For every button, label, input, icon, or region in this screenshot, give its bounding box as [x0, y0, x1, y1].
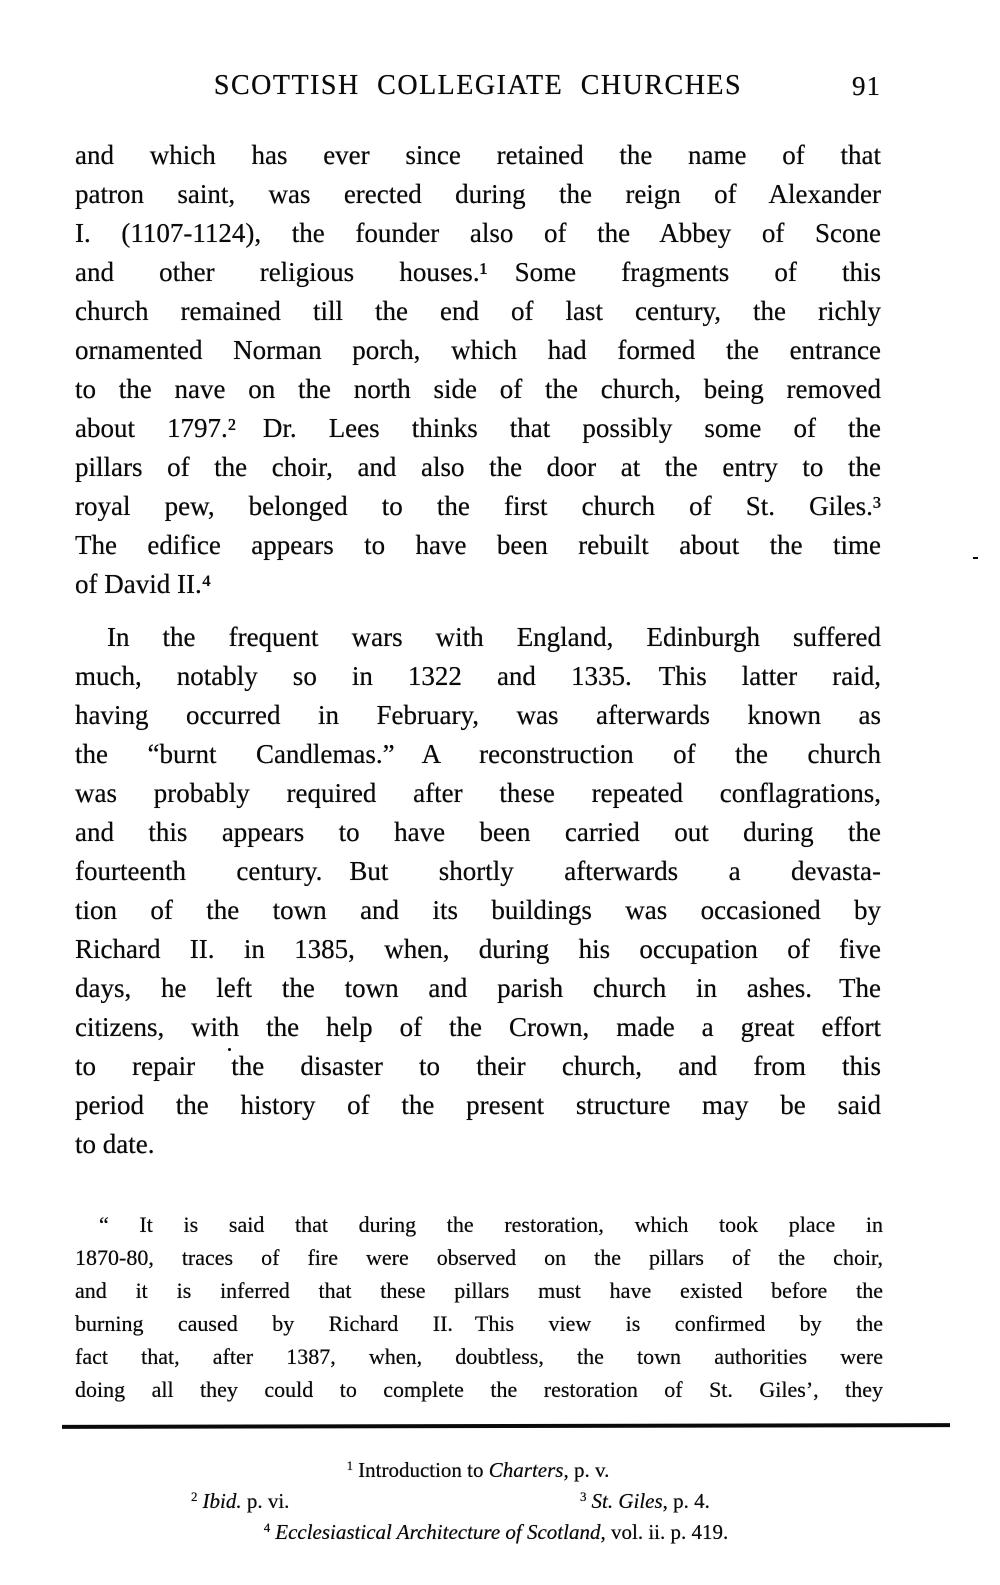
footnote-marker: 2: [191, 1489, 198, 1504]
text-line: citizens, with the help of the Crown, made a great effort: [75, 1012, 881, 1042]
text-line: The edifice appears to have been rebuilt about the time: [75, 530, 881, 560]
footnote-marker: 1: [346, 1458, 354, 1473]
text-line: and this appears to have been carried out during the: [75, 817, 881, 847]
text-line: I. (1107-1124), the founder also of the Abbey of Scone: [75, 218, 881, 248]
footnote-book-title: Ecclesiastical Architecture of Scotland: [275, 1520, 601, 1544]
text-line: the “burnt Candlemas.” A reconstruction of the church: [75, 739, 881, 769]
text-line: Richard II. in 1385, when, during his occupation of five: [75, 934, 881, 964]
paragraph-1: [75, 136, 881, 604]
text-line: 1870-80, traces of fire were observed on the pillars of the choir,: [75, 1245, 883, 1270]
page-number: 91: [852, 71, 881, 101]
footnote-4: [75, 1512, 881, 1543]
text-line: days, he left the town and parish church in ashes. The: [75, 973, 881, 1003]
ink-speck: [228, 1048, 231, 1051]
text-line: church remained till the end of last century, the richly: [75, 296, 881, 326]
footnote-text: p. vi.: [241, 1489, 290, 1513]
text-line: about 1797.² Dr. Lees thinks that possibly some of the: [75, 413, 881, 443]
ink-speck: [973, 557, 978, 559]
footnote-divider: [62, 1423, 950, 1429]
text-line: to date.: [75, 1129, 155, 1159]
paragraph-2: [75, 618, 881, 1164]
footnote-book-title: St. Giles: [591, 1489, 663, 1513]
text-line: In the frequent wars with England, Edinburgh suffered: [107, 622, 881, 652]
footnote-text: , vol. ii. p. 419.: [600, 1520, 729, 1544]
text-line: and it is inferred that these pillars must have existed before the: [75, 1278, 883, 1303]
text-line: of David II.⁴: [75, 569, 212, 599]
footnote-text: Introduction to: [358, 1458, 489, 1482]
text-line: much, notably so in 1322 and 1335. This latter raid,: [75, 661, 881, 691]
footnote-book-title: Charters: [488, 1458, 564, 1482]
text-line: “ It is said that during the restoration, which took place in: [99, 1212, 883, 1237]
text-line: was probably required after these repeated conflagrations,: [75, 778, 881, 808]
running-header: [75, 70, 881, 102]
text-line: and other religious houses.¹ Some fragments of this: [75, 257, 881, 287]
footnote-book-title: Ibid.: [202, 1489, 242, 1513]
footnote-row: [75, 1481, 881, 1512]
text-line: royal pew, belonged to the first church of St. Giles.³: [75, 491, 881, 521]
text-line: tion of the town and its buildings was occasioned by: [75, 895, 881, 925]
text-line: fact that, after 1387, when, doubtless, the town authorities were: [75, 1344, 883, 1369]
text-line: doing all they could to complete the restoration of St. Giles’, they: [75, 1377, 883, 1402]
text-line: burning caused by Richard II. This view is confirmed by the: [75, 1311, 883, 1336]
text-line: having occurred in February, was afterwards known as: [75, 700, 881, 730]
text-line: ornamented Norman porch, which had formed the entrance: [75, 335, 881, 365]
text-line: patron saint, was erected during the reign of Alexander: [75, 179, 881, 209]
block-quotation: [75, 1208, 883, 1406]
footnotes: [75, 1450, 881, 1543]
footnote-marker: 3: [580, 1489, 587, 1504]
text-line: pillars of the choir, and also the door at the entry to the: [75, 452, 881, 482]
text-line: fourteenth century. But shortly afterwards a devasta-: [75, 856, 881, 886]
footnote-1: [75, 1450, 881, 1481]
text-line: to repair the disaster to their church, and from this: [75, 1051, 881, 1081]
footnote-text: , p. v.: [563, 1458, 610, 1482]
footnote-marker: 4: [263, 1520, 271, 1535]
page-title: SCOTTISH COLLEGIATE CHURCHES: [213, 70, 743, 101]
text-line: to the nave on the north side of the church, being removed: [75, 374, 881, 404]
text-line: period the history of the present structure may be said: [75, 1090, 881, 1120]
text-line: and which has ever since retained the name of that: [75, 140, 881, 170]
footnote-text: , p. 4.: [662, 1489, 710, 1513]
